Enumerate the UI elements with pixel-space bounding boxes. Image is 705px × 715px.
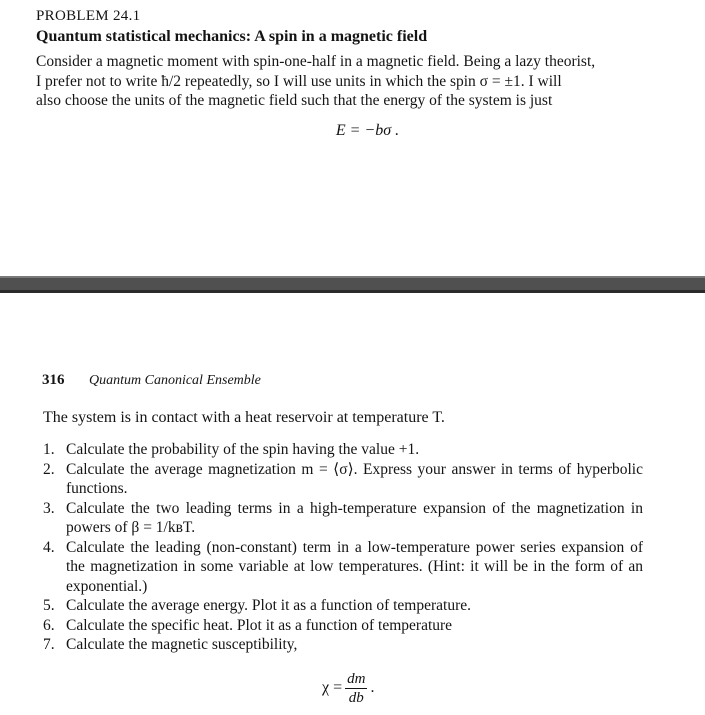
task-text: Calculate the magnetic susceptibility, [66,636,298,653]
task-number: 6. [43,616,55,634]
task-text: Calculate the leading (non-constant) term in a low-temperature power series expansion of the magnetization in some variable at low temperatures. (Hint: it will be in the form of an exponential.) [66,538,643,595]
list-item [43,635,643,655]
list-item [43,460,643,499]
task-number: 2. [43,460,55,478]
problem-title: Quantum statistical mechanics: A spin in a magnetic field [36,28,428,45]
task-text: Calculate the specific heat. Plot it as a function of temperature [66,616,453,634]
fraction-denominator: db [348,689,364,706]
list-item [43,616,643,636]
running-head: Quantum Canonical Ensemble [89,373,261,388]
problem-label: PROBLEM 24.1 [36,8,141,24]
equation-period: . [370,679,375,696]
task-text: Calculate the average magnetization m = ⟨σ⟩. Express your answer in terms of hyperbolic functions. [66,460,643,497]
list-item [43,596,643,616]
list-item [43,499,643,538]
task-number: 4. [43,538,55,556]
page-number: 316 [42,372,65,388]
task-number: 1. [43,441,55,458]
task-number: 3. [43,499,55,517]
intro-line: also choose the units of the magnetic field such that the energy of the system is just [36,92,553,109]
problem-intro [36,52,646,111]
task-text: Calculate the two leading terms in a high-temperature expansion of the magnetization in powers of β = 1/kʙT. [66,499,643,536]
task-text: Calculate the probability of the spin having the value +1. [66,441,420,458]
task-number: 5. [43,597,55,614]
susceptibility-equation [322,666,374,710]
list-item [43,538,643,597]
lead-text: The system is in contact with a heat reservoir at temperature T. [43,409,445,426]
task-list [43,440,643,655]
intro-line: I prefer not to write ħ/2 repeatedly, so I will use units in which the spin σ = ±1. I will [36,72,562,90]
energy-equation: E = −bσ . [335,122,400,139]
equation-lhs: χ = [322,679,343,696]
list-item [43,440,643,460]
page-divider [0,276,705,293]
task-number: 7. [43,636,55,653]
intro-line: Consider a magnetic moment with spin-one-half in a magnetic field. Being a lazy theorist, [36,53,596,70]
task-text: Calculate the average energy. Plot it as a function of temperature. [66,597,471,614]
fraction-numerator: dm [347,670,366,687]
derivative-fraction [345,670,367,707]
